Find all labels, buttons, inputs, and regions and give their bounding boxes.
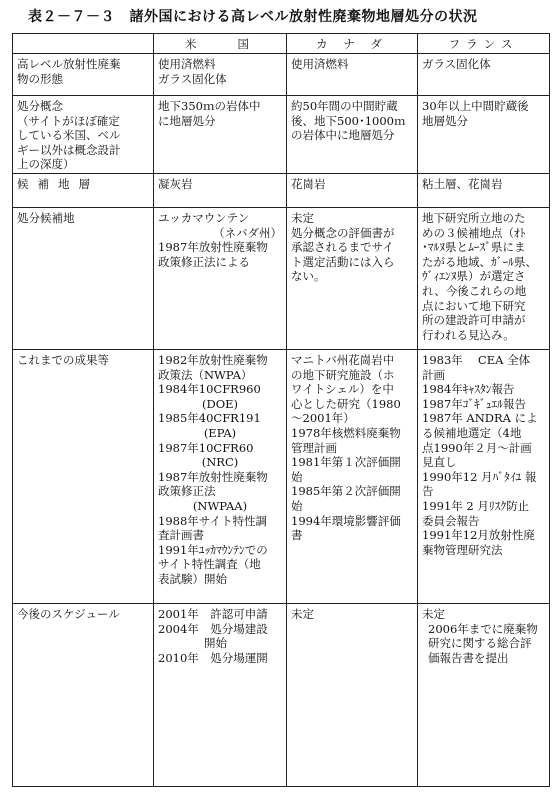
row-label: 処分候補地 [13, 208, 154, 350]
comparison-table [12, 33, 550, 787]
table-row [13, 96, 550, 174]
row-label: これまでの成果等 [13, 350, 154, 604]
cell-us: 凝灰岩 [154, 174, 287, 208]
header-cell-france: フランス [418, 34, 550, 54]
header-cell-canada: カ ナ ダ [287, 34, 418, 54]
cell-us: 2001年 許認可申請 2004年 処分場建設 開始 2010年 処分場運開 [154, 604, 287, 787]
cell-canada: 使用済燃料 [287, 54, 418, 96]
table-row [13, 54, 550, 96]
row-label: 高レベル放射性廃棄 物の形態 [13, 54, 154, 96]
cell-canada: 約50年間の中間貯蔵 後、地下500･1000ｍ の岩体中に地層処分 [287, 96, 418, 174]
header-cell-us: 米 国 [154, 34, 287, 54]
header-row [13, 34, 550, 54]
cell-canada: マニトバ州花崗岩中 の地下研究施設（ホ ワイトシェル）を中 心とした研究（1980 ～2001年） 1978年核燃料廃棄物 管理計画 1981年第１次評価開 始 1985年第２次評価開 始 1994年環境影響評価 書 [287, 350, 418, 604]
table-title: 表２－７－３ 諸外国における高レベル放射性廃棄物地層処分の状況 [28, 9, 478, 25]
table-row [13, 604, 550, 787]
cell-canada: 未定 処分概念の評価書が 承認されるまでサイ ト選定活動には入ら ない。 [287, 208, 418, 350]
cell-us: ユッカマウンテン （ネバダ州） 1987年放射性廃棄物 政策修正法による [154, 208, 287, 350]
cell-france: 粘土層、花崗岩 [418, 174, 550, 208]
cell-france: 1983年 CEA 全体 計画 1984年ｷｬｽﾀﾝ報告 1987年ｺﾞｷﾞｭｴﾙ報告 1987年 ANDRA によ る候補地選定（4地 点1990年２月～計画 見直し 1990年12 月ﾊﾞﾀｲﾕ 報 告 1991年 2 月ﾘｽｸ防止 委員会報告 1991年12月放射性廃 棄物管理研究法 [418, 350, 550, 604]
cell-canada: 未定 [287, 604, 418, 787]
row-label: 今後のスケジュール [13, 604, 154, 787]
cell-us: 地下350ｍの岩体中 に地層処分 [154, 96, 287, 174]
table-row [13, 350, 550, 604]
cell-france: ガラス固化体 [418, 54, 550, 96]
cell-france: 地下研究所立地のた めの３候補地点（ｵﾄ ･ﾏﾙﾇ県とﾑｰｽﾞ県にま たがる地域、ｶﾞｰﾙ県、 ｳﾞｨｴﾝﾇ県）が選定さ れ、今後これらの地 点において地下研究 所の建設許可申請が 行われる見込み。 [418, 208, 550, 350]
cell-canada: 花崗岩 [287, 174, 418, 208]
table-row [13, 208, 550, 350]
header-cell-blank [13, 34, 154, 54]
row-label: 候補地層 [13, 174, 154, 208]
cell-us: 使用済燃料 ガラス固化体 [154, 54, 287, 96]
table-row [13, 174, 550, 208]
row-label: 処分概念 （サイトがほぼ確定 している米国、ベル ギー以外は概念設計 上の深度） [13, 96, 154, 174]
cell-france: 未定 2006年までに廃棄物 研究に関する総合評 価報告書を提出 [418, 604, 550, 787]
cell-us: 1982年放射性廃棄物 政策法（NWPA） 1984年10CFR960 (DOE) 1985年40CFR191 (EPA) 1987年10CFR60 (NRC) 1987年放射性廃棄物 政策修正法 (NWPAA) 1988年サイト特性調 査計画書 1991年ﾕｯｶﾏｳﾝﾃﾝでの サイト特性調査（地 表試験）開始 [154, 350, 287, 604]
cell-france: 30年以上中間貯蔵後 地層処分 [418, 96, 550, 174]
